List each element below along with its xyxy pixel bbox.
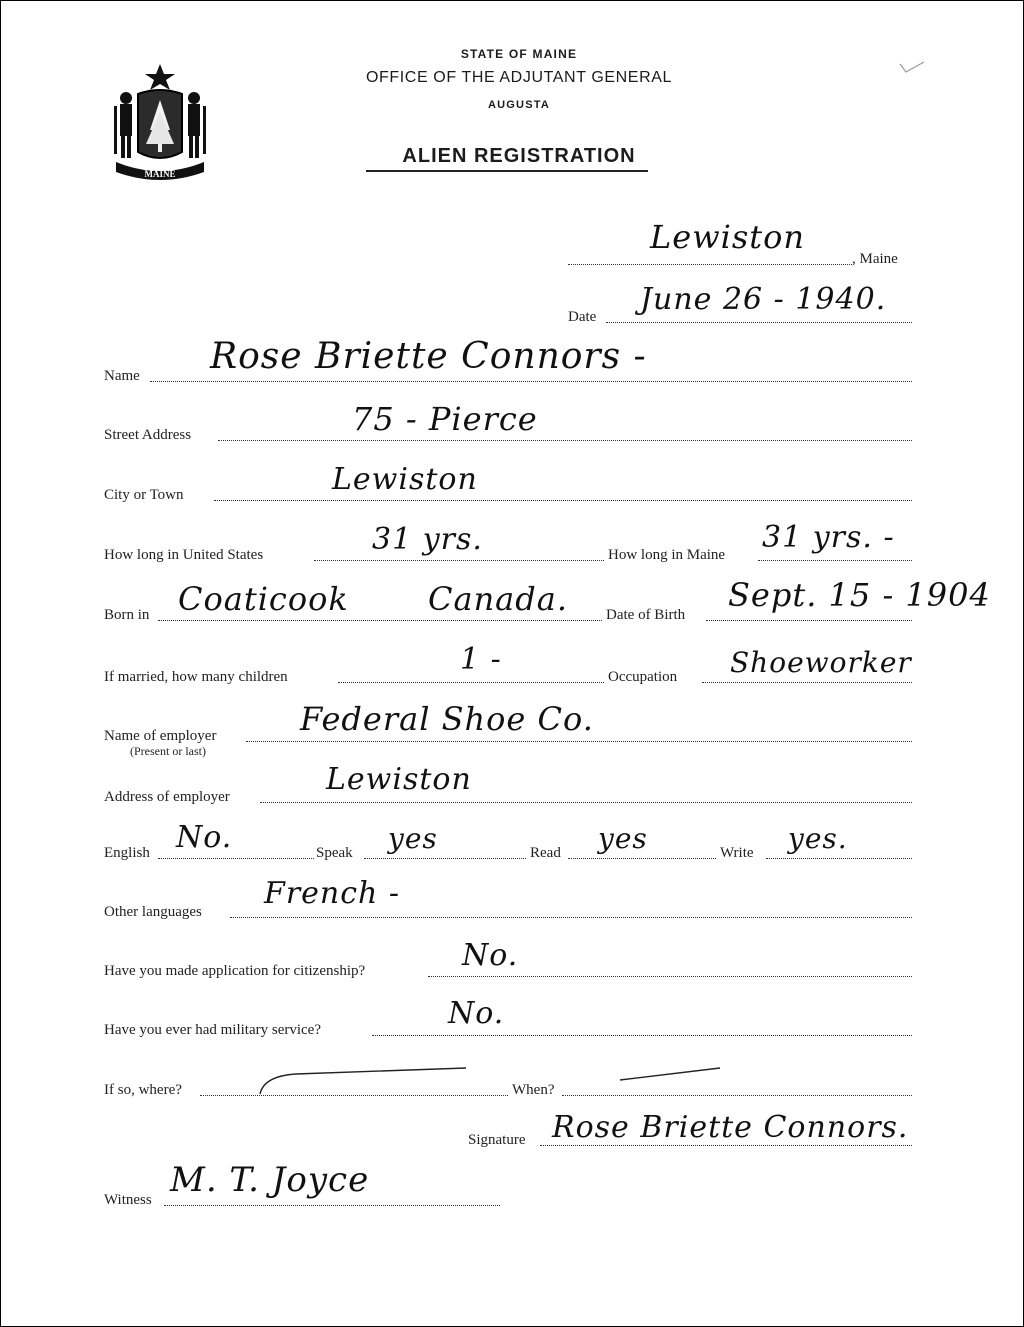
english-dots	[158, 858, 314, 859]
state-heading: STATE OF MAINE	[460, 47, 578, 61]
date-value[interactable]: June 26 - 1940.	[640, 282, 887, 317]
city-heading: AUGUSTA	[488, 99, 550, 111]
occupation-value[interactable]: Shoeworker	[730, 646, 912, 679]
write-label: Write	[720, 845, 754, 861]
name-value[interactable]: Rose Briette Connors -	[210, 336, 647, 377]
other-languages-dots	[230, 917, 912, 918]
born-in-town-value[interactable]: Coaticook	[178, 580, 349, 618]
occupation-label: Occupation	[608, 669, 678, 685]
where-dash-mark	[256, 1064, 476, 1098]
children-label: If married, how many children	[104, 669, 288, 685]
maine-label: , Maine	[852, 251, 898, 267]
citizenship-label: Have you made application for citizenship?	[104, 963, 366, 979]
street-address-value[interactable]: 75 - Pierce	[352, 400, 538, 438]
witness-label: Witness	[104, 1192, 152, 1208]
write-dots	[766, 858, 912, 859]
street-address-label: Street Address	[104, 427, 192, 443]
read-value[interactable]: yes	[598, 822, 648, 855]
employer-address-value[interactable]: Lewiston	[326, 762, 472, 797]
speak-value[interactable]: yes	[388, 822, 438, 855]
english-value[interactable]: No.	[176, 820, 233, 855]
employer-name-value[interactable]: Federal Shoe Co.	[300, 700, 594, 738]
witness-value[interactable]: M. T. Joyce	[170, 1160, 370, 1200]
name-label: Name	[104, 368, 140, 384]
citizenship-dots	[428, 976, 912, 977]
military-label: Have you ever had military service?	[104, 1022, 321, 1038]
office-heading: OFFICE OF THE ADJUTANT GENERAL	[365, 69, 673, 86]
date-label: Date	[568, 309, 597, 325]
date-of-birth-dots	[706, 620, 912, 621]
how-long-us-value[interactable]: 31 yrs.	[372, 522, 483, 557]
born-in-country-value[interactable]: Canada.	[428, 580, 568, 618]
read-label: Read	[530, 845, 561, 861]
write-value[interactable]: yes.	[788, 822, 848, 855]
employer-address-dots	[260, 802, 912, 803]
other-languages-label: Other languages	[104, 904, 202, 920]
when-dots	[562, 1095, 912, 1096]
employer-name-label: Name of employer	[104, 728, 217, 744]
speak-label: Speak	[316, 845, 353, 861]
if-so-where-label: If so, where?	[104, 1082, 182, 1098]
date-of-birth-label: Date of Birth	[606, 607, 686, 623]
occupation-dots	[702, 682, 912, 683]
english-label: English	[104, 845, 150, 861]
date-of-birth-value[interactable]: Sept. 15 - 1904	[728, 576, 991, 614]
read-dots	[568, 858, 716, 859]
when-dash-mark	[616, 1064, 726, 1084]
employer-note-label: (Present or last)	[130, 744, 206, 758]
children-value[interactable]: 1 -	[460, 642, 502, 677]
witness-dots	[164, 1205, 500, 1206]
seal-text: MAINE	[144, 169, 176, 179]
other-languages-value[interactable]: French -	[264, 876, 401, 911]
children-dots	[338, 682, 604, 683]
form-title: ALIEN REGISTRATION	[402, 145, 636, 167]
employer-name-dots	[246, 741, 912, 742]
when-label: When?	[512, 1082, 555, 1098]
title-underline	[366, 170, 648, 172]
speak-dots	[364, 858, 526, 859]
check-mark-icon	[898, 58, 926, 78]
city-or-town-label: City or Town	[104, 487, 184, 503]
city-or-town-dots	[214, 500, 912, 501]
signature-value[interactable]: Rose Briette Connors.	[552, 1110, 909, 1145]
born-in-dots	[158, 620, 602, 621]
citizenship-value[interactable]: No.	[462, 938, 519, 973]
signature-label: Signature	[468, 1132, 526, 1148]
street-address-dots	[218, 440, 912, 441]
date-dots	[606, 322, 912, 323]
town-value[interactable]: Lewiston	[650, 218, 805, 256]
employer-address-label: Address of employer	[104, 789, 230, 805]
how-long-us-dots	[314, 560, 604, 561]
city-or-town-value[interactable]: Lewiston	[332, 462, 478, 497]
military-dots	[372, 1035, 912, 1036]
born-in-label: Born in	[104, 607, 150, 623]
how-long-maine-dots	[758, 560, 912, 561]
military-value[interactable]: No.	[448, 996, 505, 1031]
town-dots	[568, 264, 852, 265]
how-long-maine-value[interactable]: 31 yrs. -	[762, 520, 895, 555]
how-long-us-label: How long in United States	[104, 547, 264, 563]
how-long-maine-label: How long in Maine	[608, 547, 726, 563]
name-dots	[150, 381, 912, 382]
signature-dots	[540, 1145, 912, 1146]
